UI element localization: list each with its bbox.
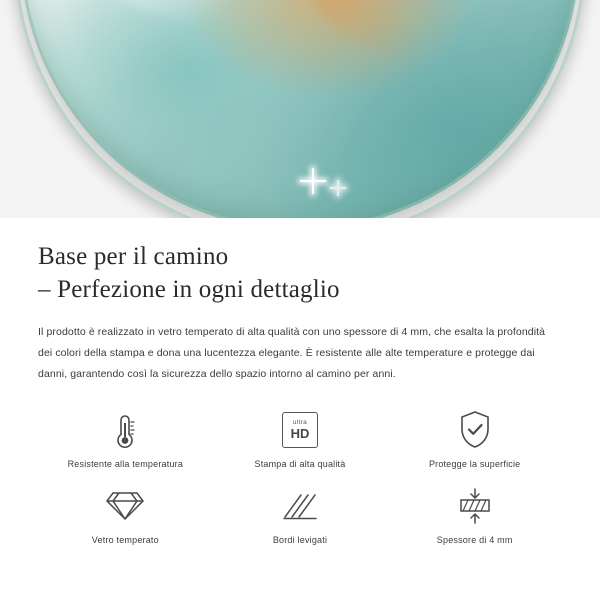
headline-line-2: – Perfezione in ogni dettaglio	[38, 276, 340, 303]
description-paragraph: Il prodotto è realizzato in vetro temperato di alta qualità con uno spessore di 4 mm, che esalta la profondità dei colori della stampa e dona una lucentezza elegante. È resistente alle alte temperature e protegge dai danni, garantendo così la sicurezza dello spazio intorno al camino per anni.	[38, 326, 546, 380]
marble-streak	[223, 0, 430, 4]
marble-streak	[275, 0, 525, 90]
hero-image-section	[0, 0, 600, 218]
headline-line-1: Base per il camino	[38, 243, 229, 270]
diamond-icon	[105, 483, 145, 529]
feature-grid	[38, 407, 562, 545]
feature-item-temperature	[38, 407, 213, 469]
shield-check-icon	[457, 407, 493, 453]
polished-edges-icon	[281, 483, 319, 529]
marble-streak	[76, 0, 316, 18]
feature-label: Spessore di 4 mm	[436, 535, 513, 545]
feature-item-polished-edges	[213, 483, 388, 545]
feature-item-tempered-glass	[38, 483, 213, 545]
ultra-hd-icon	[282, 407, 318, 453]
page-title	[38, 240, 562, 306]
feature-label: Stampa di alta qualità	[254, 459, 346, 469]
thickness-arrows-icon	[455, 483, 495, 529]
content-area	[0, 240, 600, 545]
ultra-hd-badge-top: ultra	[292, 418, 308, 426]
feature-item-surface-protection	[387, 407, 562, 469]
feature-label: Vetro temperato	[91, 535, 159, 545]
feature-label: Bordi levigati	[272, 535, 328, 545]
feature-item-thickness	[387, 483, 562, 545]
feature-item-print-quality	[213, 407, 388, 469]
ultra-hd-badge-bottom: HD	[290, 426, 310, 442]
thermometer-icon	[108, 407, 142, 453]
feature-label: Protegge la superficie	[428, 459, 521, 469]
feature-label: Resistente alla temperatura	[67, 459, 184, 469]
